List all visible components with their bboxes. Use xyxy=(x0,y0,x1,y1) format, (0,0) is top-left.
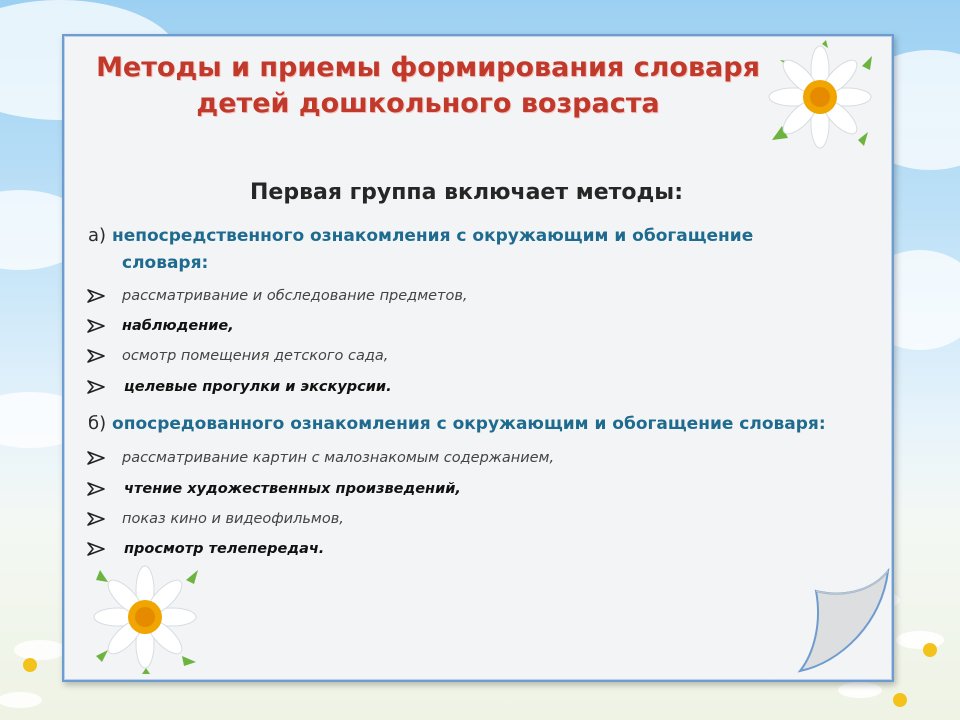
list-item-text: осмотр помещения детского сада, xyxy=(122,348,389,364)
group-b-text: опосредованного ознакомления с окружающим и обогащение словаря: xyxy=(112,414,826,434)
section-subtitle: Первая группа включает методы: xyxy=(250,180,683,205)
bullet-arrow-icon xyxy=(86,481,108,497)
bullet-arrow-icon xyxy=(86,379,108,395)
list-item xyxy=(86,450,554,466)
list-item-text: целевые прогулки и экскурсии. xyxy=(124,379,392,395)
bullet-arrow-icon xyxy=(86,348,108,364)
list-item-text: показ кино и видеофильмов, xyxy=(122,511,344,527)
group-a-heading xyxy=(88,222,878,277)
group-a-mark: а) xyxy=(88,225,107,246)
page-curl-icon xyxy=(770,563,892,681)
list-item xyxy=(86,511,344,527)
bullet-arrow-icon xyxy=(86,511,108,527)
list-item xyxy=(86,348,388,364)
daisy-flower-icon xyxy=(86,560,204,674)
bullet-arrow-icon xyxy=(86,450,108,466)
list-item xyxy=(86,481,461,497)
group-b-heading xyxy=(88,410,878,438)
title-line-1: Методы и приемы формирования словаря xyxy=(96,52,760,83)
list-item-text: наблюдение, xyxy=(122,318,234,334)
list-item xyxy=(86,318,234,334)
group-a-text-line-1: непосредственного ознакомления с окружающим и обогащение xyxy=(111,226,754,246)
list-item xyxy=(86,541,324,557)
group-a-text-line-2: словаря: xyxy=(122,253,209,273)
bullet-arrow-icon xyxy=(86,318,108,334)
list-item-text: рассматривание картин с малознакомым содержанием, xyxy=(122,450,555,466)
list-item xyxy=(86,288,468,304)
list-item-text: рассматривание и обследование предметов, xyxy=(122,288,468,304)
list-item xyxy=(86,379,392,395)
title-line-2: детей дошкольного возраста xyxy=(196,88,660,119)
bullet-arrow-icon xyxy=(86,541,108,557)
group-b-mark: б) xyxy=(88,413,107,434)
list-item-text: просмотр телепередач. xyxy=(124,541,325,557)
slide-title xyxy=(68,50,788,122)
bullet-arrow-icon xyxy=(86,288,108,304)
list-item-text: чтение художественных произведений, xyxy=(124,481,461,497)
